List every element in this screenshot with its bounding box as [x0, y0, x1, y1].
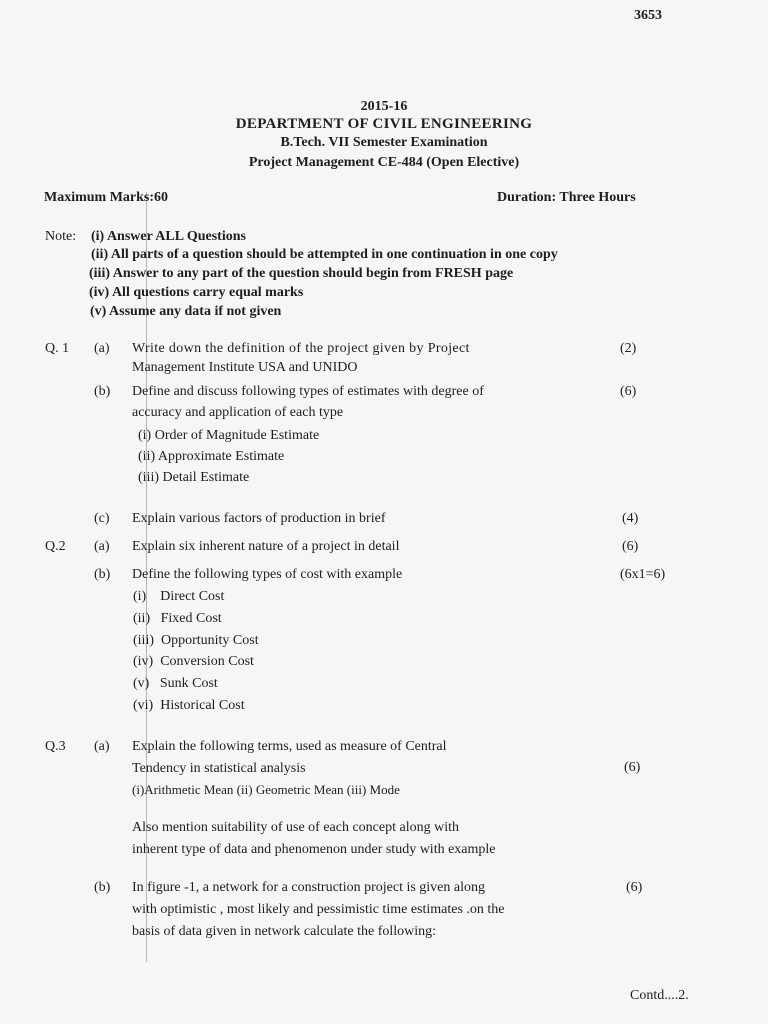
list-item: (iii) Detail Estimate — [138, 470, 250, 485]
list-item: (vi) Historical Cost — [133, 698, 245, 713]
part-label: (c) — [94, 511, 110, 526]
part-label: (a) — [94, 341, 110, 356]
note-item: (iii) Answer to any part of the question should begin from FRESH page — [89, 266, 514, 281]
list-item: (i) Order of Magnitude Estimate — [138, 428, 320, 443]
question-marks: (6) — [624, 760, 641, 775]
list-item: (ii) Approximate Estimate — [138, 449, 285, 464]
question-text: Also mention suitability of use of each concept along with — [132, 820, 459, 835]
question-marks: (6) — [626, 880, 643, 895]
question-text: inherent type of data and phenomenon under study with example — [132, 842, 496, 857]
question-text: Write down the definition of the project given by Project — [132, 341, 470, 356]
question-marks: (4) — [622, 511, 639, 526]
continued-footer: Contd....2. — [630, 988, 689, 1003]
paper-code: 3653 — [634, 8, 662, 23]
list-item: (i) Direct Cost — [133, 589, 225, 604]
question-text: Explain six inherent nature of a project in detail — [132, 539, 400, 554]
question-text: Explain various factors of production in brief — [132, 511, 386, 526]
note-item: (ii) All parts of a question should be attempted in one continuation in one copy — [91, 247, 558, 262]
list-item: (ii) Fixed Cost — [133, 611, 222, 626]
question-marks: (6x1=6) — [620, 567, 666, 582]
maximum-marks: Maximum Marks:60 — [44, 190, 169, 205]
question-number: Q.3 — [45, 739, 66, 754]
note-item: (v) Assume any data if not given — [90, 304, 282, 319]
question-text: with optimistic , most likely and pessimistic time estimates .on the — [132, 902, 505, 917]
part-label: (a) — [94, 739, 110, 754]
note-item: (iv) All questions carry equal marks — [89, 285, 304, 300]
question-number: Q. 1 — [45, 341, 70, 356]
question-text: Define the following types of cost with example — [132, 567, 403, 582]
question-text: Explain the following terms, used as measure of Central — [132, 739, 447, 754]
question-text: (i)Arithmetic Mean (ii) Geometric Mean (iii) Mode — [132, 782, 400, 797]
exam-year: 2015-16 — [360, 99, 408, 114]
list-item: (iii) Opportunity Cost — [133, 633, 259, 648]
course-title: Project Management CE-484 (Open Elective) — [248, 155, 520, 170]
note-item: (i) Answer ALL Questions — [91, 229, 246, 244]
question-text: In figure -1, a network for a construction project is given along — [132, 880, 486, 895]
list-item: (iv) Conversion Cost — [133, 654, 254, 669]
question-text: basis of data given in network calculate the following: — [132, 924, 437, 939]
question-number: Q.2 — [45, 539, 66, 554]
question-marks: (6) — [622, 539, 639, 554]
question-text: Management Institute USA and UNIDO — [132, 360, 358, 375]
question-text: Define and discuss following types of estimates with degree of — [132, 384, 484, 399]
exam-title: B.Tech. VII Semester Examination — [280, 135, 488, 150]
question-text: Tendency in statistical analysis — [132, 761, 306, 776]
part-label: (b) — [94, 880, 111, 895]
duration: Duration: Three Hours — [497, 190, 636, 205]
part-label: (a) — [94, 539, 110, 554]
note-label: Note: — [45, 229, 77, 244]
department-title: DEPARTMENT OF CIVIL ENGINEERING — [235, 116, 533, 132]
part-label: (b) — [94, 384, 111, 399]
question-text: accuracy and application of each type — [132, 405, 344, 420]
list-item: (v) Sunk Cost — [133, 676, 218, 691]
part-label: (b) — [94, 567, 111, 582]
question-marks: (6) — [620, 384, 637, 399]
question-marks: (2) — [620, 341, 637, 356]
